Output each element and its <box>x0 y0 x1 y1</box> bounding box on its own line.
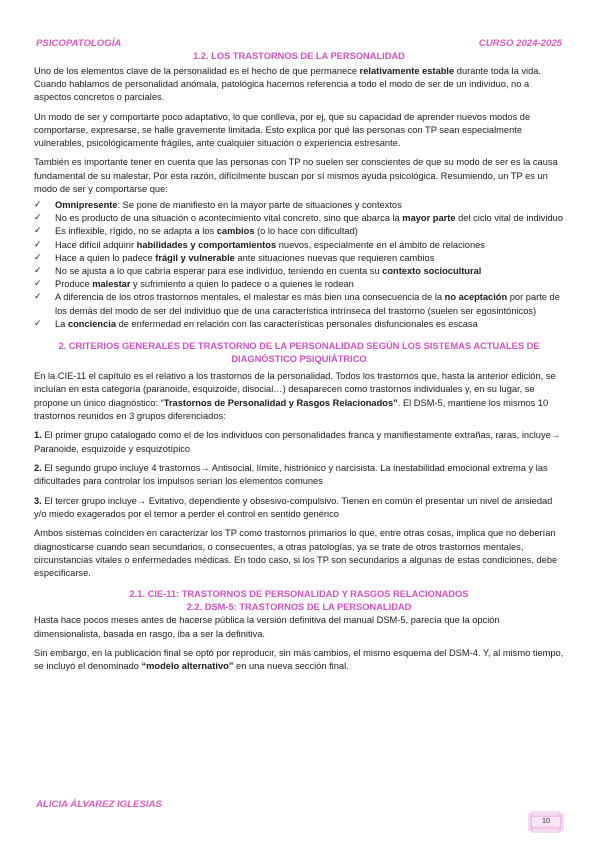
paragraph-7 <box>34 647 564 673</box>
checkmark-icon: ✓ <box>34 213 42 224</box>
footer-author: ALICIA ÁLVAREZ IGLESIAS <box>36 799 162 810</box>
text: Produce <box>55 279 93 290</box>
emphasis: cambios <box>216 226 255 237</box>
text: El tercer grupo incluye→ Evitativo, dependiente y obsesivo-compulsivo. Tienen en común el presentar un nivel de ansiedad y/o miedo exagerados por el temor a perder el control en sentido genérico <box>34 495 553 519</box>
emphasis: conciencia <box>67 318 116 329</box>
page-number-badge <box>528 811 564 833</box>
section-title-2-1: 2.1. CIE-11: TRASTORNOS DE PERSONALIDAD Y RASGOS RELACIONADOS <box>129 589 469 600</box>
checkmark-icon: ✓ <box>34 318 42 329</box>
emphasis: habilidades y comportamientos <box>136 239 277 250</box>
list-item <box>34 318 564 331</box>
group-3 <box>34 495 564 521</box>
checkmark-icon: ✓ <box>34 200 42 211</box>
checklist <box>34 199 564 331</box>
emphasis: contexto sociocultural <box>382 266 482 277</box>
group-number: 1. <box>34 430 42 441</box>
emphasis: “modelo alternativo” <box>141 661 234 672</box>
text: y sufrimiento a quien lo padece o a quienes le rodean <box>130 279 354 290</box>
paragraph-3: También es importante tener en cuenta que las personas con TP no suelen ser conscientes de que su modo de ser es la causa fundamental de su malestar. Por esta razón, difícilmente buscan por sí mismos ayuda psicológica. Resumiendo, un TP es un modo de ser y comportarse que: <box>34 157 558 194</box>
checkmark-icon: ✓ <box>34 266 42 277</box>
list-item <box>34 239 564 252</box>
paragraph-5: Ambos sistemas coinciden en caracterizar los TP como trastornos primarios lo que, entre otras cosas, implica que no deberían diagnosticarse cuando sean secundarios, o consecuentes, a otras patologías, ya se trate de otros trastornos mentales, circunstancias vitales o enfermedades médicas. En todo caso, si los TP son secundarios a algunas de estas condiciones, debe especificarse. <box>34 528 558 579</box>
text: A diferencia de los otros trastornos mentales, el malestar es más bien una consecuencia de la <box>55 292 445 303</box>
text: Hace a quien lo padece <box>55 252 156 263</box>
group-1 <box>34 429 564 455</box>
group-number: 3. <box>34 495 42 506</box>
text: No se ajusta a lo que cabría esperar para ese individuo, teniendo en cuenta su <box>55 266 383 277</box>
text: ante situaciones nuevas que requieren cambios <box>234 252 435 263</box>
list-item <box>34 252 564 265</box>
section-title-2-2: 2.2. DSM-5: TRASTORNOS DE LA PERSONALIDAD <box>186 601 412 612</box>
checkmark-icon: ✓ <box>34 292 42 303</box>
text: El primer grupo catalogado como el de los individuos con personalidades franca y manifiestamente extrañas, raras, incluye→ Paranoide, esquizoide y esquizotípico <box>34 430 561 454</box>
list-item <box>34 291 564 317</box>
text: Sin embargo, en la publicación final se optó por reproducir, sin más cambios, el mismo esquema del DSM-4. Y, al mismo tiempo, se incluyó el denominado <box>34 648 564 672</box>
list-item <box>34 212 564 225</box>
text: Uno de los elementos clave de la personalidad es el hecho de que permanece <box>34 65 360 76</box>
checkmark-icon: ✓ <box>34 239 42 250</box>
emphasis: no aceptación <box>444 292 508 303</box>
text: : Se pone de manifiesto en la mayor parte de situaciones y contextos <box>117 200 402 211</box>
emphasis: frágil y vulnerable <box>155 252 235 263</box>
text: durante toda la vida. Cuando hablamos de personalidad anómala, patológica hacemos referencia a todo el modo de ser de un individuo, no a aspectos concretos o parciales. <box>34 65 542 102</box>
group-number: 2. <box>34 463 42 474</box>
text: Es inflexible, rígido, no se adapta a los <box>55 226 217 237</box>
list-item <box>34 199 564 212</box>
section-title-2: 2. CRITERIOS GENERALES DE TRASTORNO DE LA PERSONALIDAD SEGÚN LOS SISTEMAS ACTUALES DE DIAGNÓSTICO PSIQUIÁTRICO <box>58 341 540 364</box>
group-2 <box>34 462 564 488</box>
text: en una nueva sección final. <box>233 661 349 672</box>
paragraph-1 <box>34 65 564 105</box>
text: . El DSM-5, mantiene los mismos 10 trastornos reunidos en 3 grupos diferenciados: <box>34 397 549 421</box>
text: No es producto de una situación o acontecimiento vital concreto, sino que abarca la <box>55 213 403 224</box>
text: de enfermedad en relación con las características personales disfuncionales es escasa <box>116 318 478 329</box>
section-title-1-2: 1.2. LOS TRASTORNOS DE LA PERSONALIDAD <box>193 51 405 61</box>
list-item <box>34 225 564 238</box>
checkmark-icon: ✓ <box>34 226 42 237</box>
emphasis: mayor parte <box>402 213 456 224</box>
text: El segundo grupo incluye 4 trastornos→ Antisocial, límite, histriónico y narcisista. La inestabilidad emocional extrema y las dificultades para controlar los impulsos serían los elementos comunes <box>34 463 548 487</box>
checkmark-icon: ✓ <box>34 252 42 263</box>
header-course: CURSO 2024-2025 <box>478 38 562 49</box>
text: En la CIE-11 el capítulo es el relativo a los trastornos de la personalidad. Todos los trastornos que, hasta la anterior edición, se incluían en esta categoría (paranoide, esquizoide, disocial…) desaparecen como trastornos individuales y, en su lugar, se propone un único diagnóstico: “ <box>34 371 556 408</box>
text: Hace difícil adquirir <box>55 239 137 250</box>
text: del ciclo vital de individuo <box>455 213 564 224</box>
list-item <box>34 278 564 291</box>
header-subject: PSICOPATOLOGÍA <box>36 38 122 49</box>
text: por parte de los demás del modo de ser del individuo que de una característica intrínseca del trastorno (suelen ser egosintónicos) <box>55 292 560 316</box>
list-item <box>34 265 564 278</box>
paragraph-2: Un modo de ser y comportarte poco adaptativo, lo que conlleva, por ej, que su capacidad de aprender nuevos modos de comportarse, expresarse, se halle gravemente limitada. Esto explica por qué las personas con TP sean especialmente vulnerables, psicológicamente frágiles, ante cualquier situación o experiencia estresante. <box>34 111 531 148</box>
text: nuevos, especialmente en el ámbito de relaciones <box>276 239 485 250</box>
paragraph-6: Hasta hace pocos meses antes de hacerse pública la versión definitiva del manual DSM-5, parecía que la opción dimensionalista, basada en rasgo, iba a ser la definitiva. <box>34 615 500 639</box>
paragraph-4 <box>34 370 564 423</box>
page-content <box>34 50 564 680</box>
emphasis: Trastornos de Personalidad y Rasgos Relacionados” <box>163 397 398 408</box>
emphasis: relativamente estable <box>359 65 455 76</box>
text: La <box>55 318 68 329</box>
page-number: 10 <box>541 816 551 825</box>
emphasis: Omnipresente <box>55 200 118 211</box>
text: (o lo hace con dificultad) <box>254 226 358 237</box>
emphasis: malestar <box>92 279 131 290</box>
checkmark-icon: ✓ <box>34 279 42 290</box>
